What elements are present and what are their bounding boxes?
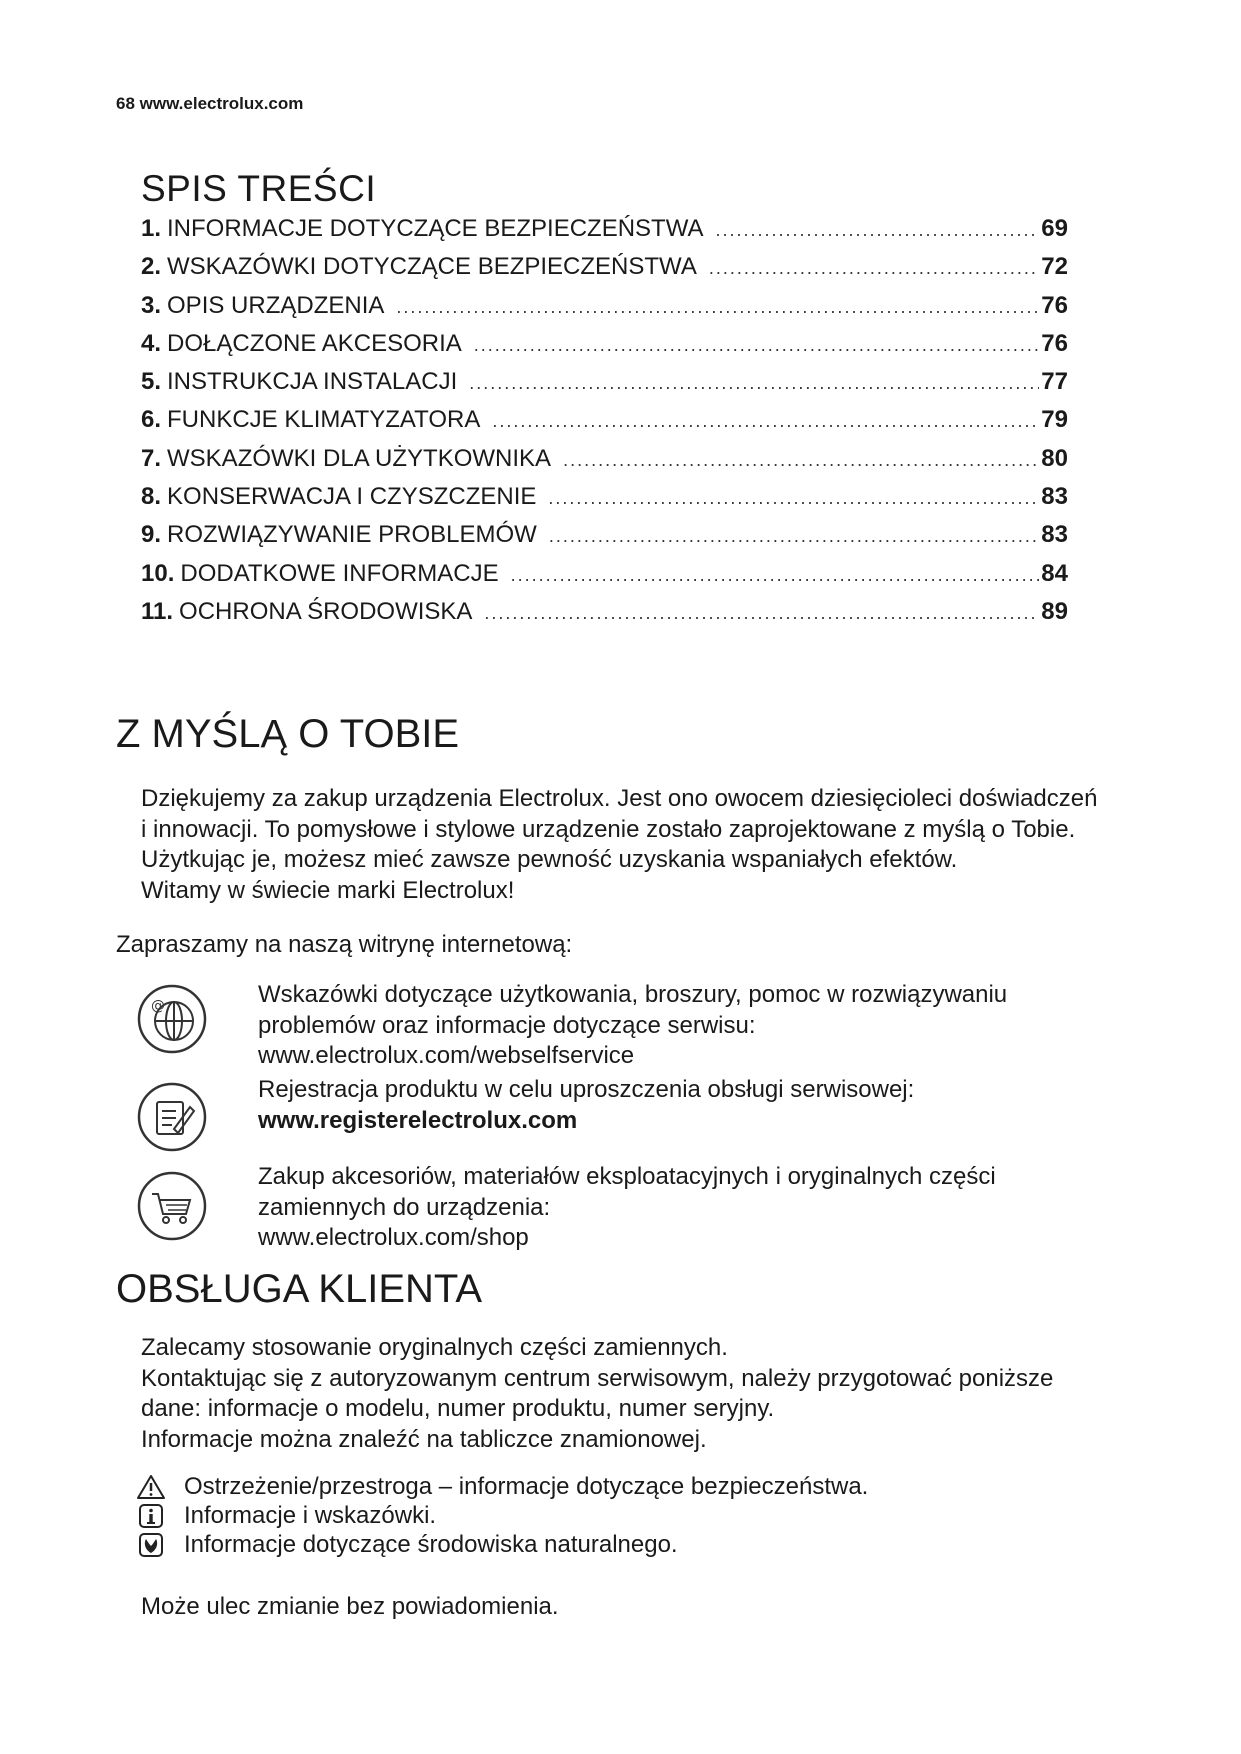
warning-icon — [136, 1474, 166, 1500]
toc-leader-dots — [511, 556, 1040, 594]
toc-leader-dots — [469, 364, 1039, 402]
toc-leader-dots — [474, 326, 1040, 364]
toc-leader-dots — [492, 402, 1039, 440]
customer-service-paragraph: Zalecamy stosowanie oryginalnych części zamiennych. Kontaktując się z autoryzowanym centrum serwisowym, należy przygotować poniższe dane: informacje o modelu, numer produktu, numer seryjny. Informacje można znaleźć na tabliczce znamionowej. — [141, 1334, 1054, 1453]
legend-item: Informacje i wskazówki. — [136, 1501, 868, 1530]
info-icon — [136, 1503, 166, 1529]
toc-item[interactable]: 7. WSKAZÓWKI DLA UŻYTKOWNIKA ..... 80 — [141, 440, 1068, 478]
toc-item[interactable]: 5. INSTRUKCJA INSTALACJI ..... 77 — [141, 363, 1068, 401]
toc-leader-dots — [563, 441, 1039, 479]
toc-item[interactable]: 9. ROZWIĄZYWANIE PROBLEMÓW ..... 83 — [141, 516, 1068, 554]
toc-leader-dots — [396, 288, 1039, 326]
toc-item[interactable]: 4. DOŁĄCZONE AKCESORIA ..... 76 — [141, 325, 1068, 363]
toc-item[interactable]: 3. OPIS URZĄDZENIA ..... 76 — [141, 287, 1068, 325]
change-notice: Może ulec zmianie bez powiadomienia. — [141, 1593, 559, 1620]
table-of-contents — [141, 210, 1068, 631]
selfservice-link[interactable]: www.electrolux.com/webselfservice — [258, 1042, 635, 1069]
toc-leader-dots — [549, 517, 1039, 555]
thank-you-paragraph: Dziękujemy za zakup urządzenia Electrolux. Jest ono owocem dziesięcioleci doświadczeń i innowacji. To pomysłowe i stylowe urządzenie zostało zaprojektowane z myślą o Tobie. Użytkując je, możesz mieć zawsze pewność uzyskania wspaniałych efektów. Witamy w świecie marki Electrolux! — [141, 785, 1098, 904]
toc-leader-dots — [548, 479, 1039, 517]
toc-item[interactable]: 6. FUNKCJE KLIMATYZATORA ..... 79 — [141, 401, 1068, 439]
toc-leader-dots — [709, 249, 1039, 287]
toc-item[interactable]: 11. OCHRONA ŚRODOWISKA ..... 89 — [141, 593, 1068, 631]
cart-icon — [136, 1170, 208, 1242]
symbol-legend — [136, 1472, 868, 1559]
toc-leader-dots — [716, 211, 1040, 249]
toc-leader-dots — [484, 594, 1039, 632]
customer-service-title: OBSŁUGA KLIENTA — [116, 1267, 483, 1311]
environment-icon — [136, 1532, 166, 1558]
register-link[interactable]: www.registerelectrolux.com — [258, 1106, 578, 1134]
toc-item[interactable]: 2. WSKAZÓWKI DOTYCZĄCE BEZPIECZEŃSTWA ..... 72 — [141, 248, 1068, 286]
globe-icon — [136, 983, 208, 1055]
registration-icon — [136, 1081, 208, 1153]
thinking-of-you-title: Z MYŚLĄ O TOBIE — [116, 712, 460, 756]
legend-item: Informacje dotyczące środowiska naturalnego. — [136, 1530, 868, 1559]
toc-item[interactable]: 8. KONSERWACJA I CZYSZCZENIE ..... 83 — [141, 478, 1068, 516]
toc-title: SPIS TREŚCI — [141, 168, 377, 209]
website-invite: Zapraszamy na naszą witrynę internetową: — [116, 931, 573, 958]
legend-item: Ostrzeżenie/przestroga – informacje dotyczące bezpieczeństwa. — [136, 1472, 868, 1501]
page-header: 68 www.electrolux.com — [116, 94, 304, 113]
toc-item[interactable]: 1. INFORMACJE DOTYCZĄCE BEZPIECZEŃSTWA ..... 69 — [141, 210, 1068, 248]
toc-item[interactable]: 10. DODATKOWE INFORMACJE ..... 84 — [141, 555, 1068, 593]
svg-text:@: @ — [151, 998, 165, 1014]
shop-link[interactable]: www.electrolux.com/shop — [258, 1224, 529, 1251]
